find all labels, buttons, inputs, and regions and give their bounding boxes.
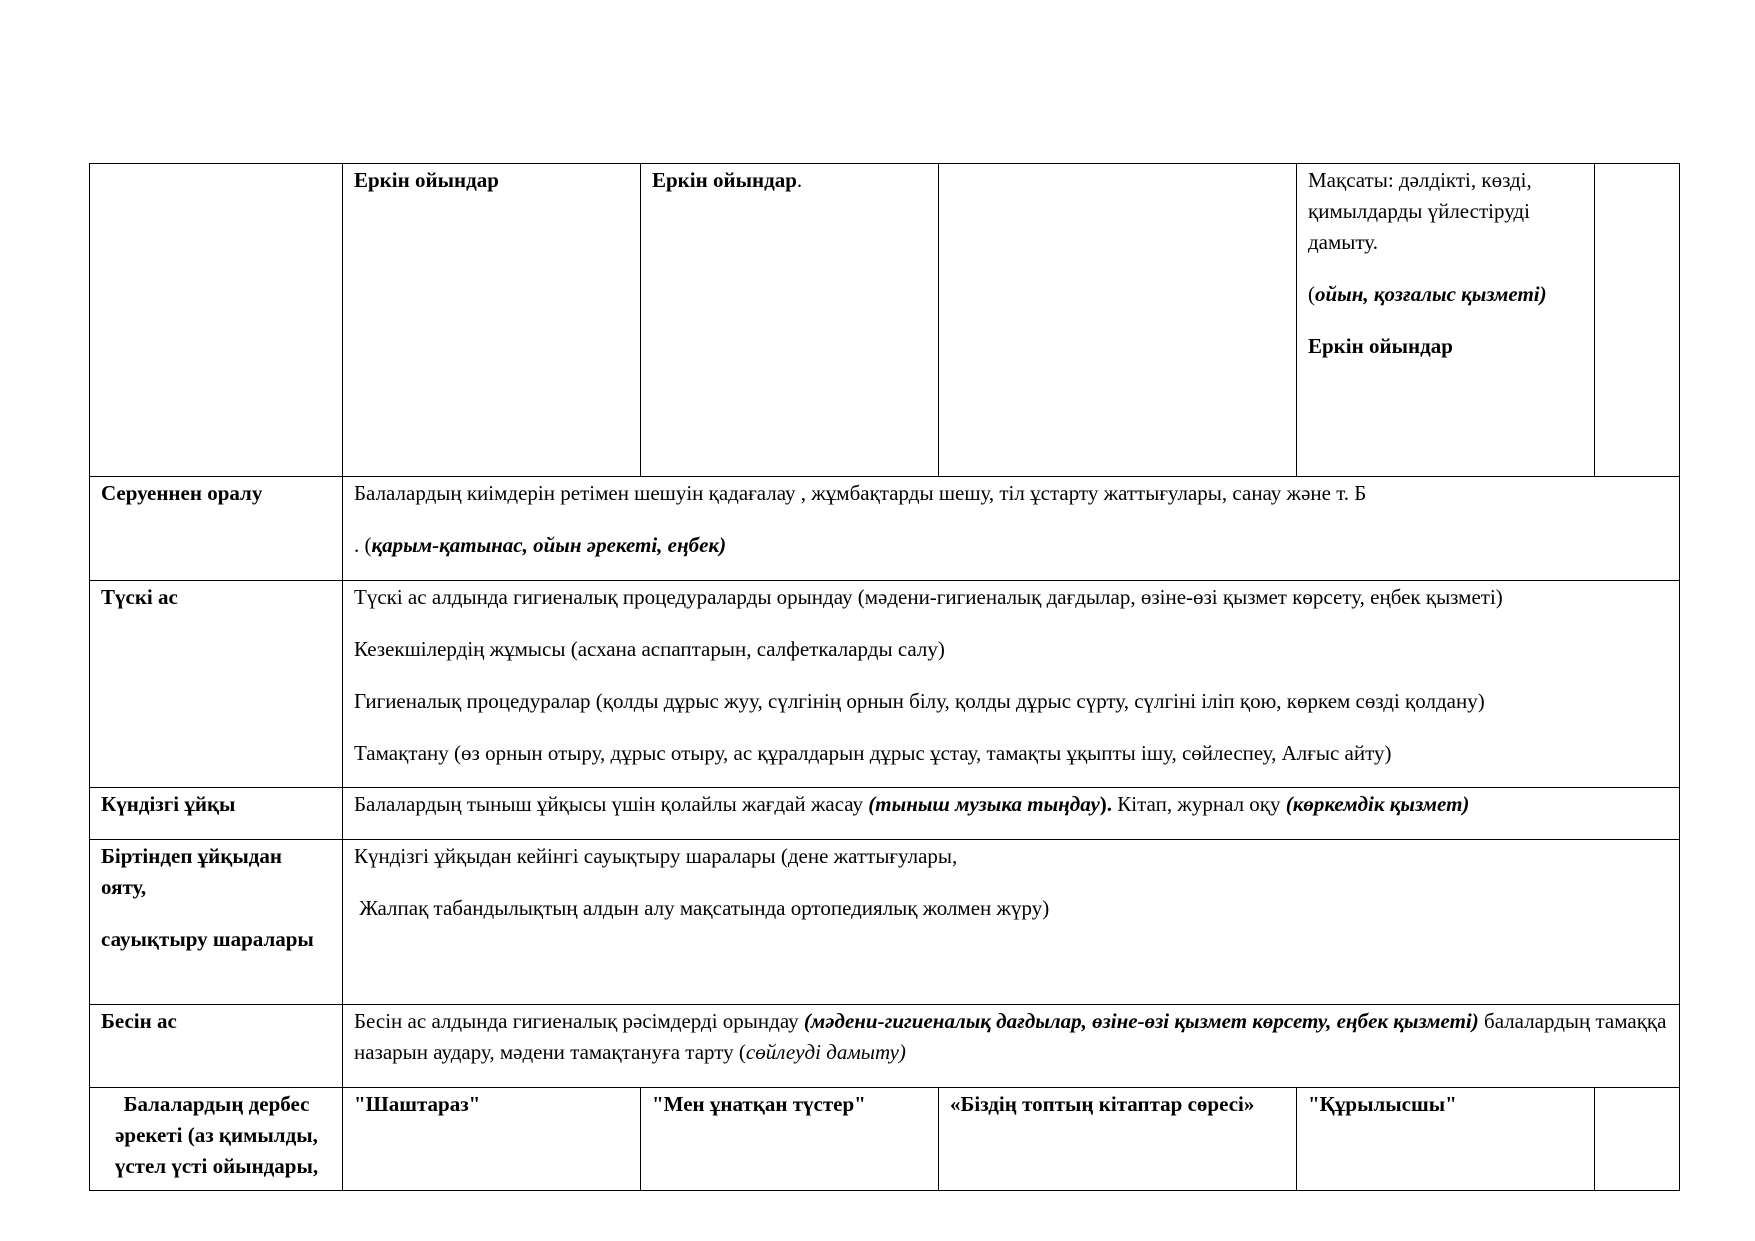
table-row-free-games xyxy=(90,164,1680,477)
cell-independent-2: "Мен ұнатқан түстер" xyxy=(641,1088,939,1191)
cell-free-games-1: Еркін ойындар xyxy=(343,164,641,477)
daily-plan-table xyxy=(89,163,1680,1191)
table-row-snack xyxy=(90,1005,1680,1088)
row-label-return-walk: Серуеннен оралу xyxy=(90,477,343,581)
table-row-wake-up xyxy=(90,840,1680,1005)
cell-empty-6 xyxy=(1595,164,1680,477)
row-label-independent: Балалардың дербес әрекеті (аз қимылды, үстел үсті ойындары, xyxy=(90,1088,343,1191)
cell-snack: Бесін ас алдында гигиеналық рәсімдерді орындау (мәдени-гигиеналық дағдылар, өзіне-өзі қызмет көрсету, еңбек қызметі) балалардың тамаққа назарын аудару, мәдени тамақтануға тарту (сөйлеуді дамыту) xyxy=(343,1005,1680,1088)
cell-free-games-2: Еркін ойындар. xyxy=(641,164,939,477)
cell-lunch: Түскі ас алдында гигиеналық процедураларды орындау (мәдени-гигиеналық дағдылар, өзіне-өзі қызмет көрсету, еңбек қызметі) Кезекшілердің жұмысы (асхана аспаптарын, салфеткаларды салу) Гигиеналық процедуралар (қолды дұрыс жуу, сүлгінің орнын білу, қолды дұрыс сүрту, сүлгіні іліп қою, көркем сөзді қолдану) Тамақтану (өз орнын отыру, дұрыс отыру, ас құралдарын дұрыс ұстау, тамақты ұқыпты ішу, сөйлеспеу, Алғыс айту) xyxy=(343,581,1680,788)
cell-independent-4: "Құрылысшы" xyxy=(1297,1088,1595,1191)
goal-free-games: Еркін ойындар xyxy=(1308,334,1453,358)
table-row-lunch xyxy=(90,581,1680,788)
table-row-independent xyxy=(90,1088,1680,1191)
cell-nap: Балалардың тыныш ұйқысы үшін қолайлы жағдай жасау (тыныш музыка тыңдау). Кітап, журнал оқу (көркемдік қызмет) xyxy=(343,788,1680,840)
cell-empty-label xyxy=(90,164,343,477)
cell-empty-independent-6 xyxy=(1595,1088,1680,1191)
return-walk-activity: . (қарым-қатынас, ойын әрекеті, еңбек) xyxy=(354,533,727,557)
table-row-return-walk xyxy=(90,477,1680,581)
cell-wake-up: Күндізгі ұйқыдан кейінгі сауықтыру шаралары (дене жаттығулары, Жалпақ табандылықтың алдын алу мақсатында ортопедиялық жолмен жүру) xyxy=(343,840,1680,1005)
cell-independent-3: «Біздің топтың кітаптар сөресі» xyxy=(939,1088,1297,1191)
cell-return-walk: Балалардың киімдерін ретімен шешуін қадағалау , жұмбақтарды шешу, тіл ұстарту жаттығулары, санау және т. Б . (қарым-қатынас, ойын әрекеті, еңбек) xyxy=(343,477,1680,581)
row-label-snack: Бесін ас xyxy=(90,1005,343,1088)
goal-activity: (ойын, қозғалыс қызметі) xyxy=(1308,282,1547,306)
cell-goal xyxy=(1297,164,1595,477)
cell-empty-4 xyxy=(939,164,1297,477)
row-label-nap: Күндізгі ұйқы xyxy=(90,788,343,840)
row-label-wake-up: Біртіндеп ұйқыдан ояту, сауықтыру шаралары xyxy=(90,840,343,1005)
table-row-nap xyxy=(90,788,1680,840)
cell-independent-1: "Шаштараз" xyxy=(343,1088,641,1191)
goal-text: Мақсаты: дәлдікті, көзді, қимылдарды үйлестіруді дамыту. xyxy=(1308,168,1532,254)
row-label-lunch: Түскі ас xyxy=(90,581,343,788)
